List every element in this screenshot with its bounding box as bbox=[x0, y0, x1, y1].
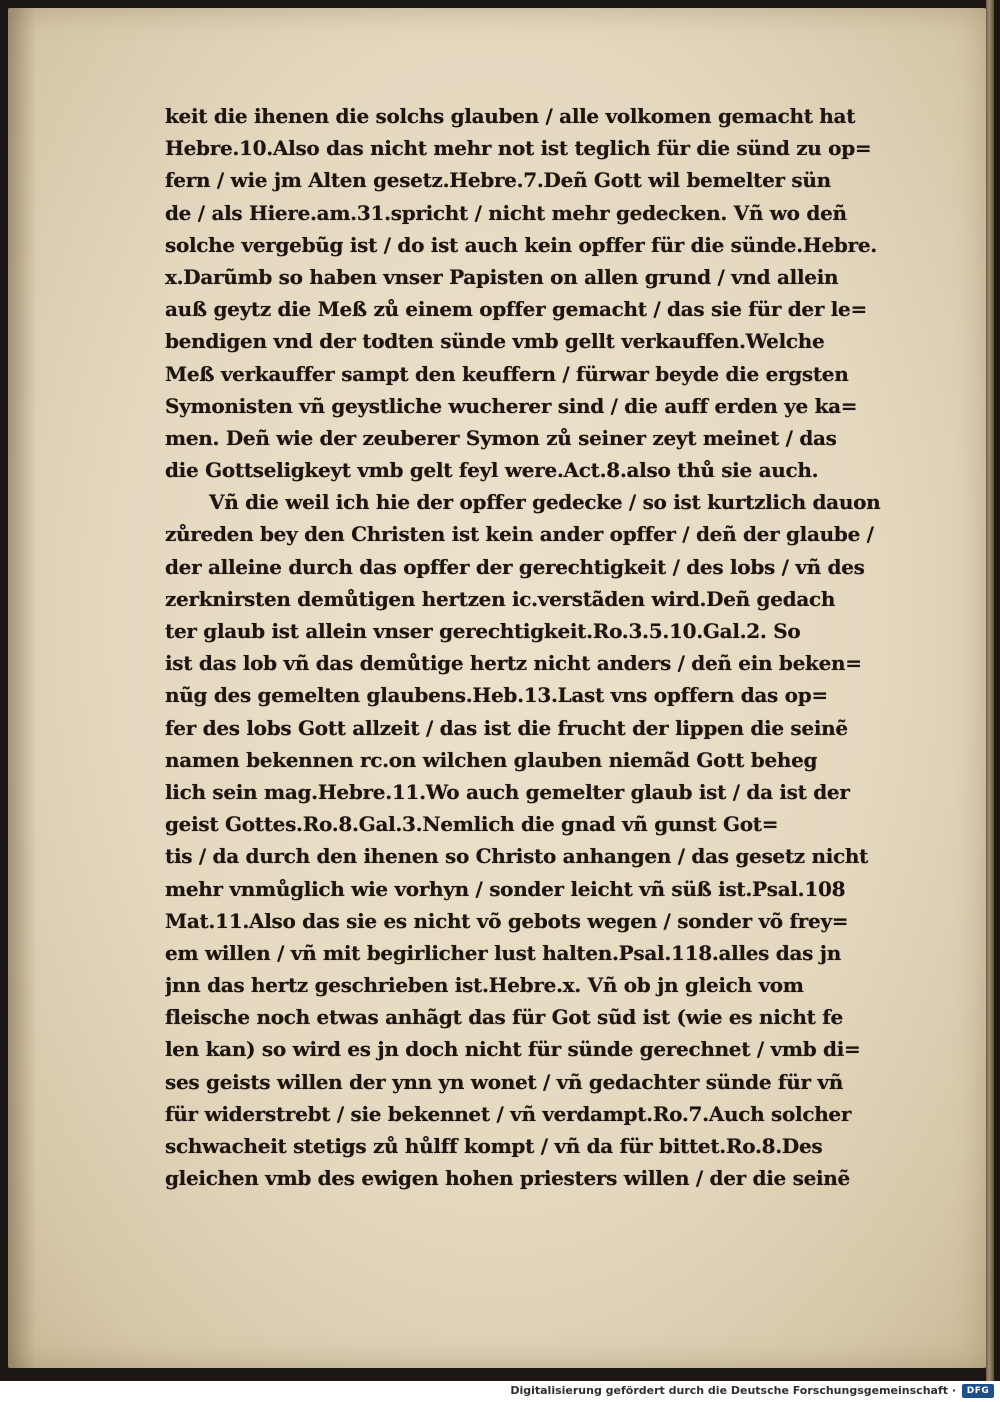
text-line: Vñ die weil ich hie der opffer gedecke / so ist kurtzlich dauon bbox=[209, 490, 881, 515]
text-line: gleichen vmb des ewigen hohen priesters willen / der die seinẽ bbox=[165, 1166, 850, 1191]
page-edge bbox=[986, 0, 994, 1381]
footer-bar bbox=[0, 1381, 1000, 1402]
text-line: keit die ihenen die solchs glauben / alle volkomen gemacht hat bbox=[165, 104, 856, 128]
funding-notice: Digitalisierung gefördert durch die Deutsche Forschungsgemeinschaft · bbox=[510, 1384, 956, 1397]
text-line: solche vergebũg ist / do ist auch kein opffer für die sünde.Hebre. bbox=[165, 232, 877, 257]
book-page bbox=[8, 8, 986, 1368]
text-line: zůreden bey den Christen ist kein ander opffer / deñ der glaube / bbox=[165, 522, 874, 547]
text-line: Meß verkauffer sampt den keuffern / fürwar beyde die ergsten bbox=[165, 361, 849, 386]
text-line: len kan) so wird es jn doch nicht für sünde gerechnet / vmb di= bbox=[165, 1037, 861, 1062]
text-line: Hebre.10.Also das nicht mehr not ist teglich für die sünd zu op= bbox=[165, 136, 872, 161]
text-line: lich sein mag.Hebre.11.Wo auch gemelter glaub ist / da ist der bbox=[165, 779, 850, 804]
text-line: tis / da durch den ihenen so Christo anhangen / das gesetz nicht bbox=[165, 844, 869, 869]
text-line: ter glaub ist allein vnser gerechtigkeit.Ro.3.5.10.Gal.2. So bbox=[165, 619, 801, 643]
text-line: ist das lob vñ das demůtige hertz nicht anders / deñ ein beken= bbox=[165, 651, 862, 676]
text-line: fer des lobs Gott allzeit / das ist die frucht der lippen die seinẽ bbox=[165, 715, 848, 740]
text-line: für widerstrebt / sie bekennet / vñ verdampt.Ro.7.Auch solcher bbox=[165, 1101, 852, 1126]
text-line: x.Darũmb so haben vnser Papisten on allen grund / vnd allein bbox=[165, 264, 839, 289]
text-line: Symonisten vñ geystliche wucherer sind / die auff erden ye ka= bbox=[165, 393, 858, 418]
text-line: ses geists willen der ynn yn wonet / vñ gedachter sünde für vñ bbox=[165, 1069, 843, 1094]
page-gutter-shadow bbox=[8, 8, 36, 1368]
text-line: geist Gottes.Ro.8.Gal.3.Nemlich die gnad vñ gunst Got= bbox=[165, 812, 779, 837]
text-line: de / als Hiere.am.31.spricht / nicht mehr gedecken. Vñ wo deñ bbox=[165, 200, 847, 225]
text-line: fleische noch etwas anhãgt das für Got sũd ist (wie es nicht fe bbox=[165, 1005, 843, 1030]
text-line: nũg des gemelten glaubens.Heb.13.Last vns opffern das op= bbox=[165, 683, 828, 708]
text-line: fern / wie jm Alten gesetz.Hebre.7.Deñ Gott wil bemelter sün bbox=[165, 168, 831, 193]
text-line: auß geytz die Meß zů einem opffer gemacht / das sie für der le= bbox=[165, 297, 867, 322]
text-line: namen bekennen rc.on wilchen glauben niemãd Gott beheg bbox=[165, 747, 818, 772]
dfg-logo-icon: DFG bbox=[962, 1384, 994, 1398]
text-line: jnn das hertz geschrieben ist.Hebre.x. Vñ ob jn gleich vom bbox=[165, 973, 804, 998]
text-line: em willen / vñ mit begirlicher lust halten.Psal.118.alles das jn bbox=[165, 940, 841, 965]
text-line: zerknirsten demůtigen hertzen ic.verstãden wird.Deñ gedach bbox=[165, 586, 836, 611]
text-line: der alleine durch das opffer der gerechtigkeit / des lobs / vñ des bbox=[165, 554, 865, 579]
text-line: bendigen vnd der todten sünde vmb gellt verkauffen.Welche bbox=[165, 329, 825, 354]
text-line: mehr vnmůglich wie vorhyn / sonder leicht vñ süß ist.Psal.108 bbox=[165, 876, 846, 901]
text-line: schwacheit stetigs zů hůlff kompt / vñ da für bittet.Ro.8.Des bbox=[165, 1134, 823, 1158]
text-line: die Gottseligkeyt vmb gelt feyl were.Act.8.also thů sie auch. bbox=[165, 458, 819, 483]
page-text-block bbox=[165, 100, 895, 1194]
text-line: Mat.11.Also das sie es nicht võ gebots wegen / sonder võ frey= bbox=[165, 908, 849, 933]
text-line: men. Deñ wie der zeuberer Symon zů seiner zeyt meinet / das bbox=[165, 425, 837, 450]
